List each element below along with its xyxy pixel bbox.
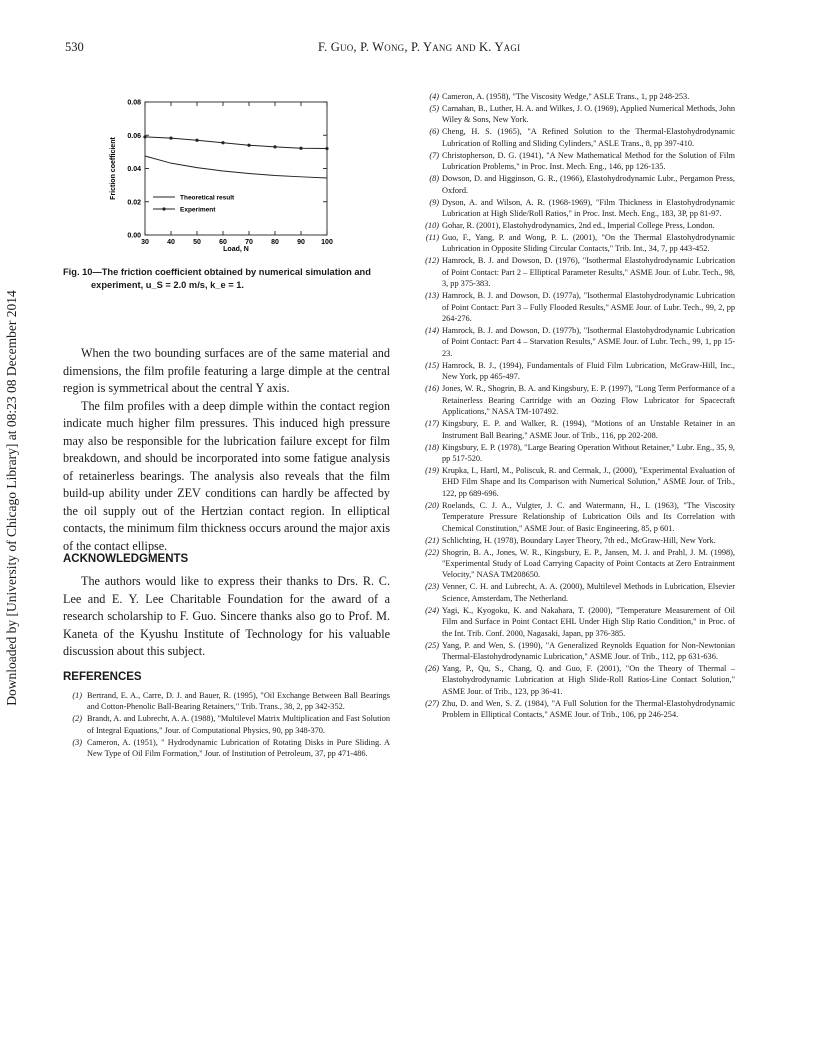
y-tick-label: 0.08	[127, 99, 141, 107]
legend-label: Theoretical result	[180, 194, 235, 202]
series-point	[325, 147, 328, 150]
reference-text: Yagi, K., Kyogoku, K. and Nakahara, T. (2000), "Temperature Measurement of Oil Film and Surface in Point Contact EHL Under High Slip Ratio Condition," in Proc. of the Int. Trib. Conf. 2000, Nagasaki, Japan, pp 376-385.	[442, 605, 735, 638]
reference-text: Cheng, H. S. (1965), "A Refined Solution to the Thermal-Elastohydrodynamic Lubrication of Rolling and Sliding Cylinders," ASLE Trans., 8, pp 397-410.	[442, 127, 735, 148]
legend-marker	[162, 207, 165, 210]
reference-text: Krupka, I., Hartl, M., Poliscuk, R. and Cermak, J., (2000), "Experimental Evaluation of EHD Film Shape and Its Comparison with Numerical Solution," ASME Jour. of Trib., 122, pp 689-696.	[442, 465, 735, 498]
reference-item	[420, 663, 735, 697]
reference-item	[420, 290, 735, 324]
reference-item	[420, 640, 735, 663]
acknowledgments-body	[63, 573, 390, 661]
reference-number: (2)	[72, 714, 82, 724]
reference-item	[420, 197, 735, 220]
reference-text: Jones, W. R., Shogrin, B. A. and Kingsbury, E. P. (1997), "Long Term Performance of a Retainerless Bearing Cartridge with an Oozing Flow Lubricator for Spacecraft Applications," NASA TM-107492.	[442, 384, 735, 417]
reference-item	[420, 91, 735, 102]
reference-number: (27)	[425, 698, 439, 708]
reference-number: (10)	[425, 221, 439, 231]
reference-number: (20)	[425, 500, 439, 510]
acknowledgments-text: The authors would like to express their thanks to Drs. R. C. Lee and E. Y. Lee Charitable Foundation for the award of a research scholarship to F. Guo. Sincere thanks also go to Prof. M. Kaneta of the Kyushu Institute of Technology for his valuable discussion about this subject.	[63, 574, 390, 658]
page-number: 530	[65, 40, 84, 54]
reference-text: Cameron, A. (1951), " Hydrodynamic Lubrication of Rotating Disks in Pure Sliding. A New Type of Oil Film Formation," Jour. of Institution of Petroleum, 37, pp 471-486.	[87, 737, 390, 759]
x-tick-label: 90	[297, 239, 305, 246]
reference-item	[63, 713, 390, 736]
plot-frame	[145, 102, 327, 235]
reference-number: (13)	[425, 291, 439, 301]
y-tick-label: 0.02	[127, 199, 141, 207]
references-heading: REFERENCES	[63, 671, 142, 683]
figure-caption-line2: experiment, u_S = 2.0 m/s, k_e = 1.	[91, 279, 244, 290]
reference-item	[420, 360, 735, 383]
figure-caption-line1: Fig. 10—The friction coefficient obtained by numerical simulation and	[63, 267, 371, 277]
reference-number: (12)	[425, 256, 439, 266]
reference-item	[420, 418, 735, 441]
reference-number: (4)	[429, 92, 439, 101]
reference-item	[420, 220, 735, 231]
reference-text: Bertrand, E. A., Carre, D. J. and Bauer, R. (1995), "Oil Exchange Between Ball Bearings and Cotton-Phenolic Ball-Bearing Retainers," Trib. Trans., 38, 2, pp 342-352.	[87, 691, 390, 712]
reference-number: (5)	[429, 104, 439, 113]
reference-item	[63, 690, 390, 713]
reference-text: Guo, F., Yang, P. and Wong, P. L. (2001), "On the Thermal Elastohydrodynamic Lubrication in Opposite Sliding Circular Contacts," Trib. Int., 34, 7, pp 443-452.	[442, 233, 735, 254]
reference-text: Gohar, R. (2001), Elastohydrodynamics, 2nd ed., Imperial College Press, London.	[442, 221, 715, 231]
reference-text: Schlichting, H. (1978), Boundary Layer Theory, 7th ed., McGraw-Hill, New York.	[442, 535, 716, 545]
y-axis-label: Friction coefficient	[110, 137, 117, 200]
series-point	[143, 135, 146, 138]
x-tick-label: 40	[167, 239, 175, 246]
reference-item	[420, 535, 735, 546]
body-text	[63, 345, 390, 555]
reference-number: (15)	[425, 360, 439, 370]
x-tick-label: 80	[271, 239, 279, 246]
reference-text: Kingsbury, E. P. (1978), "Large Bearing Operation Without Retainer," Lubr. Eng., 35, 9, pp 517-520.	[442, 442, 735, 463]
y-tick-label: 0.00	[127, 232, 141, 240]
reference-text: Hamrock, B. J. and Dowson, D. (1976), "Isothermal Elastohydrodynamic Lubrication of Point Contact: Part 2 – Elliptical Parameter Results," ASME Jour. of Lubr. Tech., 98, 3, pp 375-383.	[442, 256, 735, 289]
reference-item	[420, 103, 735, 126]
reference-item	[420, 150, 735, 173]
reference-item	[420, 442, 735, 465]
reference-item	[420, 698, 735, 721]
reference-text: Yang, P. and Wen, S. (1990), "A Generalized Reynolds Equation for Non-Newtonian Thermal-Elastohydrodynamic Lubrication," ASME Jour. of Trib., 112, pp 631-636.	[442, 640, 735, 661]
reference-item	[420, 581, 735, 604]
series-point	[247, 144, 250, 147]
reference-text: Hamrock, B. J. and Dowson, D. (1977b), "Isothermal Elastohydrodynamic Lubrication of Point Contact: Part 4 – Starvation Results," ASME Jour. of Lubr. Tech., 99, 1, pp 15-23.	[442, 326, 735, 358]
reference-item	[420, 173, 735, 196]
reference-number: (23)	[425, 582, 439, 592]
reference-text: Yang, P., Qu, S., Chang, Q. and Guo, F. (2001), "On the Theory of Thermal –Elastohydrodynamic Lubrication at High Slide-Roll Ratios-Line Contact Solution," ASME Jour. of Trib., 123, pp 36-41.	[442, 663, 735, 696]
reference-text: Venner, C. H. and Lubrecht, A. A. (2000), Multilevel Methods in Lubrication, Elsevier Science, Amsterdam, The Netherland.	[442, 582, 735, 603]
series-point	[299, 147, 302, 150]
x-tick-label: 30	[141, 239, 149, 246]
reference-item	[420, 325, 735, 359]
reference-item	[420, 605, 735, 639]
reference-text: Dyson, A. and Wilson, A. R. (1968-1969), "Film Thickness in Elastohydrodynamic Lubrication at High Slide/Roll Ratios," in Proc. Inst. Mech. Eng., 183, 3P, pp 81-97.	[442, 197, 735, 219]
x-tick-label: 100	[321, 239, 333, 246]
references-list-left	[63, 690, 390, 760]
reference-text: Hamrock, B. J., (1994), Fundamentals of Fluid Film Lubrication, McGraw-Hill, Inc., New York, pp 465-497.	[442, 360, 735, 382]
reference-number: (14)	[425, 326, 439, 336]
reference-text: Christopherson, D. G. (1941), "A New Mathematical Method for the Solution of Film Lubrication Problems," in Proc. Inst. Mech. Eng., 146, pp 126-135.	[442, 150, 735, 172]
reference-text: Cameron, A. (1958), "The Viscosity Wedge," ASLE Trans., 1, pp 248-253.	[442, 92, 690, 101]
body-paragraph-1: When the two bounding surfaces are of the same material and dimensions, the film profile featuring a large dimple at the central region is symmetrical about the central Y axis.	[63, 346, 390, 395]
reference-number: (1)	[72, 691, 82, 700]
download-watermark-text: Downloaded by [University of Chicago Library] at 08:23 08 December 2014	[4, 289, 19, 706]
reference-number: (17)	[425, 419, 439, 429]
series-line	[145, 156, 327, 178]
body-paragraph-2: The film profiles with a deep dimple within the contact region indicate much higher film pressures. This induced high pressure may also be responsible for the lubrication failure except for film breakdown, and should be incorporated into some fatigue analysis of retainerless bearings. The analysis also reveals that the film build-up ability under ZEV conditions can hardly be affected by the oil supply out of the Hertzian contact region. In elliptical contacts, the minimum film thickness occurs around the major axis of the contact ellipse.	[63, 398, 390, 553]
reference-item	[63, 737, 390, 760]
series-point	[221, 141, 224, 144]
reference-number: (25)	[425, 640, 439, 650]
reference-item	[420, 465, 735, 499]
reference-text: Zhu, D. and Wen, S. Z. (1984), "A Full Solution for the Thermal-Elastohydrodynamic Problem in Elliptical Contacts," ASME Jour. of Trib., 106, pp 246-254.	[442, 698, 735, 720]
reference-text: Hamrock, B. J. and Dowson, D. (1977a), "Isothermal Elastohydrodynamic Lubrication of Point Contact: Part 3 – Fully Flooded Results," ASME Jour. of Lubr. Tech., 99, 2, pp 264-276.	[442, 291, 735, 324]
y-tick-label: 0.06	[127, 132, 141, 140]
running-header-authors: F. Guo, P. Wong, P. Yang and K. Yagi	[318, 40, 521, 54]
reference-number: (19)	[425, 465, 439, 475]
reference-item	[420, 500, 735, 534]
x-tick-label: 50	[193, 239, 201, 246]
x-tick-label: 70	[245, 239, 253, 246]
legend-label: Experiment	[180, 206, 216, 214]
reference-number: (9)	[429, 197, 439, 207]
reference-number: (26)	[425, 663, 439, 673]
reference-number: (24)	[425, 605, 439, 615]
reference-text: Carnahan, B., Luther, H. A. and Wilkes, J. O. (1969), Applied Numerical Methods, John Wiley & Sons, New York.	[442, 104, 735, 125]
reference-number: (21)	[425, 535, 439, 545]
reference-number: (18)	[425, 442, 439, 452]
reference-number: (11)	[425, 233, 439, 243]
reference-text: Shogrin, B. A., Jones, W. R., Kingsbury, E. P., Jansen, M. J. and Prahl, J. M. (1998), "Experimental Study of Load Carrying Capacity of Point Contacts at Zero Entrainment Velocity," NASA TM208650.	[442, 547, 735, 580]
series-point	[273, 145, 276, 148]
y-tick-label: 0.04	[127, 166, 141, 173]
reference-number: (7)	[429, 150, 439, 160]
reference-text: Dowson, D. and Higginson, G. R., (1966), Elastohydrodynamic Lubr., Pergamon Press, Oxford.	[442, 174, 735, 195]
reference-number: (16)	[425, 384, 439, 394]
reference-item	[420, 547, 735, 581]
x-tick-label: 60	[219, 239, 227, 246]
reference-number: (8)	[429, 174, 439, 184]
reference-number: (6)	[429, 127, 439, 137]
reference-item	[420, 232, 735, 255]
reference-text: Roelands, C. J. A., Vulgter, J. C. and Watermann, H., I. (1963), "The Viscosity Temperature Pressure Relationship of Lubrication Oils and Its Correlation with Chemical Constitution," ASME Jour. of Basic Engineering, 85, p 601.	[442, 500, 735, 533]
friction-coefficient-chart	[95, 92, 355, 277]
reference-number: (3)	[72, 737, 82, 747]
reference-number: (22)	[425, 547, 439, 557]
x-axis-label: Load, N	[223, 246, 249, 253]
figure-caption	[63, 266, 393, 291]
reference-text: Brandt, A. and Lubrecht, A. A. (1988), "Multilevel Matrix Multiplication and Fast Solution of Integral Equations," Jour. of Computational Physics, 90, pp 348-370.	[87, 714, 390, 735]
references-list-right	[420, 91, 735, 721]
acknowledgments-heading: ACKNOWLEDGMENTS	[63, 553, 189, 565]
reference-item	[420, 383, 735, 417]
download-watermark	[2, 265, 22, 730]
reference-item	[420, 255, 735, 289]
reference-item	[420, 126, 735, 149]
series-point	[195, 139, 198, 142]
series-point	[169, 136, 172, 139]
reference-text: Kingsbury, E. P. and Walker, R. (1994), "Motions of an Unstable Retainer in an Instrument Ball Bearing," ASME Jour. of Trib., 116, pp 202-208.	[442, 419, 735, 440]
